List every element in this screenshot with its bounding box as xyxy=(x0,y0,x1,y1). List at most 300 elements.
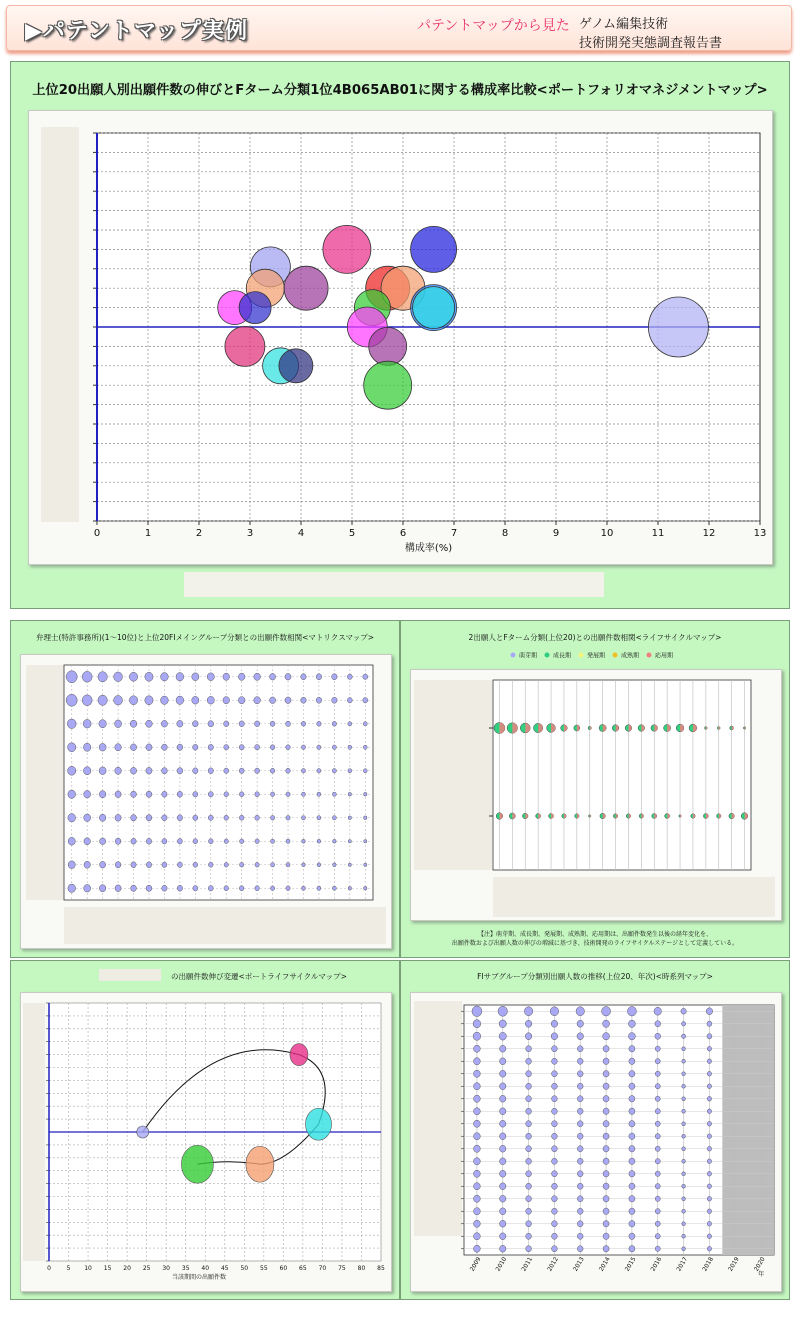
matrix-bubble xyxy=(208,792,213,797)
timeseries-bubble xyxy=(629,1171,635,1177)
timeseries-bubble xyxy=(552,1221,558,1227)
matrix-bubble xyxy=(193,886,198,891)
matrix-bubble xyxy=(286,745,291,750)
timeseries-bubble xyxy=(629,1158,635,1164)
timeseries-bubble xyxy=(552,1196,558,1202)
timeseries-bubble xyxy=(682,1109,686,1113)
matrix-bubble xyxy=(255,792,260,797)
matrix-bubble xyxy=(177,720,183,727)
x-tick-label: 2018 xyxy=(701,1255,715,1273)
matrix-bubble xyxy=(224,839,228,844)
timeseries-bubble xyxy=(682,1059,686,1063)
timeseries-bubble xyxy=(577,1020,584,1027)
matrix-bubble xyxy=(348,745,352,749)
matrix-bubble xyxy=(224,768,229,773)
matrix-bubble xyxy=(131,838,136,844)
matrix-bubble xyxy=(255,768,260,773)
matrix-bubble xyxy=(115,744,122,751)
matrix-bubble xyxy=(115,767,122,774)
matrix-bubble xyxy=(271,863,275,867)
matrix-bubble xyxy=(130,720,137,727)
matrix-bubble xyxy=(66,694,77,706)
timeseries-bubble xyxy=(603,1046,609,1052)
timeseries-bubble xyxy=(500,1120,506,1127)
matrix-bubble xyxy=(115,814,121,821)
timeseries-bubble xyxy=(474,1083,481,1090)
matrix-bubble xyxy=(207,673,214,681)
timeseries-bubble xyxy=(603,1146,609,1152)
timeseries-bubble xyxy=(526,1246,532,1252)
timeseries-bubble xyxy=(682,1172,686,1176)
timeseries-bubble xyxy=(682,1072,686,1076)
matrix-bubble xyxy=(115,885,121,892)
matrix-bubble xyxy=(285,673,291,680)
timeseries-bubble xyxy=(500,1158,506,1165)
matrix-bubble xyxy=(332,745,336,750)
timeseries-bubble xyxy=(629,1146,635,1152)
matrix-bubble xyxy=(162,885,167,891)
matrix-bubble xyxy=(364,839,367,843)
matrix-bubble xyxy=(84,884,91,892)
matrix-bubble xyxy=(161,720,167,727)
matrix-bubble xyxy=(161,696,169,704)
x-tick-label: 2011 xyxy=(520,1255,535,1273)
timeseries-bubble xyxy=(552,1246,558,1252)
x-tick-label: 30 xyxy=(162,1265,170,1272)
matrix-bubble xyxy=(286,886,290,891)
lifecycle-title: 2出願人とFターム分類(上位20)との出願件数相関<ライフサイクルマップ> xyxy=(468,633,722,642)
matrix-bubble xyxy=(115,791,121,798)
timeseries-bubble xyxy=(629,1246,635,1252)
matrix-bubble xyxy=(316,697,322,703)
timeseries-bubble xyxy=(603,1133,609,1139)
timeseries-bubble xyxy=(552,1083,558,1089)
matrix-bubble xyxy=(348,792,351,796)
timeseries-bubble xyxy=(474,1120,481,1127)
matrix-bubble xyxy=(224,862,228,867)
timeseries-bubble xyxy=(629,1208,635,1214)
legend-marker xyxy=(613,653,618,658)
page-title: ▶パテントマップ実例 xyxy=(25,19,248,44)
timeseries-bubble xyxy=(577,1071,583,1077)
matrix-bubble xyxy=(208,839,213,844)
matrix-bubble xyxy=(348,769,352,773)
matrix-bubble xyxy=(239,745,244,750)
bubble xyxy=(284,266,328,310)
timeseries-bubble xyxy=(655,1221,660,1226)
legend-label: 成長期 xyxy=(553,652,572,660)
timeseries-bubble xyxy=(707,1171,711,1176)
timeseries-bubble xyxy=(629,1183,635,1189)
matrix-bubble xyxy=(68,743,76,752)
matrix-bubble xyxy=(332,792,336,796)
trajectory-bubble xyxy=(246,1146,274,1182)
timeseries-bubble xyxy=(629,1096,635,1102)
matrix-panel xyxy=(10,620,400,958)
timeseries-bubble xyxy=(473,1032,481,1040)
timeseries-bubble xyxy=(577,1033,584,1040)
timeseries-bubble xyxy=(629,1221,635,1227)
matrix-bubble xyxy=(192,721,198,727)
legend-label: 成熟期 xyxy=(621,652,640,660)
timeseries-bubble xyxy=(681,1034,685,1038)
timeseries-bubble xyxy=(498,1006,507,1016)
timeseries-bubble xyxy=(577,1083,583,1089)
x-tick-label: 4 xyxy=(297,528,305,539)
matrix-bubble xyxy=(208,744,213,750)
matrix-bubble xyxy=(317,721,321,726)
matrix-bubble xyxy=(239,815,244,820)
main-caption-area xyxy=(184,572,604,597)
matrix-bubble xyxy=(317,769,321,774)
timeseries-bubble xyxy=(474,1070,481,1077)
x-tick-label: 10 xyxy=(84,1265,92,1272)
matrix-bubble xyxy=(130,744,136,751)
timeseries-bubble xyxy=(681,1008,686,1014)
matrix-bubble xyxy=(270,673,276,680)
x-tick-label: 35 xyxy=(181,1265,190,1272)
x-tick-label: 45 xyxy=(220,1265,229,1272)
matrix-bubble xyxy=(239,721,244,727)
matrix-bubble xyxy=(348,816,351,820)
timeseries-bubble xyxy=(525,1033,532,1040)
matrix-bubble xyxy=(82,695,92,706)
matrix-bubble xyxy=(84,790,91,798)
matrix-bubble xyxy=(177,815,182,821)
report-title-line1: ゲノム編集技術 xyxy=(579,17,669,32)
x-tick-label: 40 xyxy=(201,1265,210,1272)
timeseries-bubble xyxy=(526,1183,532,1189)
matrix-bubble xyxy=(224,815,229,820)
timeseries-bubble xyxy=(552,1158,558,1164)
x-tick-label: 2010 xyxy=(494,1255,509,1273)
lifecycle-plot-area xyxy=(410,669,782,921)
header-from-label: パテントマップから見た xyxy=(417,18,570,34)
timeseries-bubble xyxy=(603,1096,609,1102)
timeseries-chart-svg xyxy=(411,993,783,1293)
timeseries-bubble xyxy=(500,1208,506,1215)
timeseries-bubble xyxy=(526,1158,532,1164)
timeseries-bubble xyxy=(552,1146,558,1152)
matrix-bubble xyxy=(66,671,77,683)
matrix-bubble xyxy=(162,791,167,797)
timeseries-bubble xyxy=(707,1084,711,1089)
timeseries-bubble xyxy=(682,1234,686,1238)
matrix-bubble xyxy=(67,719,76,729)
timeseries-bubble xyxy=(603,1183,609,1189)
matrix-bubble xyxy=(317,863,321,867)
timeseries-bubble xyxy=(499,1032,506,1040)
timeseries-bubble xyxy=(707,1196,711,1201)
matrix-bubble xyxy=(316,674,322,680)
matrix-bubble xyxy=(193,768,198,774)
matrix-bubble xyxy=(302,886,306,890)
x-tick-label: 2013 xyxy=(572,1255,586,1273)
timeseries-bubble xyxy=(500,1058,506,1065)
matrix-bubble xyxy=(145,696,153,705)
plot-background xyxy=(64,665,373,900)
portlife-plot-area xyxy=(20,992,392,1292)
matrix-bubble xyxy=(286,792,290,797)
timeseries-bubble xyxy=(655,1196,660,1201)
matrix-bubble xyxy=(162,768,168,774)
timeseries-bubble xyxy=(552,1096,558,1102)
matrix-bubble xyxy=(193,744,198,750)
matrix-bubble xyxy=(223,673,230,680)
matrix-bubble xyxy=(270,768,275,773)
timeseries-bubble xyxy=(474,1220,481,1227)
matrix-bubble xyxy=(146,791,152,797)
timeseries-bubble xyxy=(474,1170,481,1177)
timeseries-bubble xyxy=(577,1196,583,1202)
matrix-bubble xyxy=(364,863,367,867)
timeseries-bubble xyxy=(526,1071,532,1077)
timeseries-bubble xyxy=(577,1221,583,1227)
timeseries-bubble xyxy=(707,1134,711,1139)
x-tick-label: 0 xyxy=(47,1265,51,1272)
timeseries-bubble xyxy=(603,1033,610,1040)
matrix-bubble xyxy=(162,839,167,844)
matrix-bubble xyxy=(347,674,352,679)
matrix-bubble xyxy=(146,767,152,774)
timeseries-bubble xyxy=(526,1083,532,1089)
timeseries-bubble xyxy=(707,1021,712,1026)
timeseries-bubble xyxy=(655,1146,660,1151)
page-header xyxy=(6,5,792,51)
timeseries-bubble xyxy=(500,1220,506,1227)
matrix-bubble xyxy=(255,815,260,820)
matrix-bubble xyxy=(68,884,76,892)
matrix-bubble xyxy=(68,814,76,822)
timeseries-bubble xyxy=(500,1170,506,1177)
x-tick-label: 25 xyxy=(142,1265,151,1272)
timeseries-bubble xyxy=(707,1096,711,1101)
matrix-bubble xyxy=(130,767,136,774)
timeseries-bubble xyxy=(707,1246,711,1251)
bubble xyxy=(225,326,265,366)
x-tick-label: 80 xyxy=(357,1265,366,1272)
timeseries-bubble xyxy=(655,1059,660,1064)
timeseries-bubble xyxy=(500,1145,506,1152)
x-tick-label: 3 xyxy=(246,528,254,539)
matrix-bubble xyxy=(364,886,367,890)
legend-marker xyxy=(545,653,550,658)
timeseries-bubble xyxy=(628,1020,635,1027)
timeseries-bubble xyxy=(682,1209,686,1213)
matrix-bubble xyxy=(115,862,121,868)
timeseries-bubble xyxy=(629,1121,635,1127)
matrix-bubble xyxy=(177,839,182,844)
matrix-bubble xyxy=(286,721,291,726)
timeseries-bubble xyxy=(474,1158,481,1165)
timeseries-bubble xyxy=(551,1033,558,1040)
timeseries-bubble xyxy=(682,1247,686,1251)
matrix-bubble xyxy=(84,838,90,845)
timeseries-bubble xyxy=(603,1196,609,1202)
x-tick-label: 85 xyxy=(377,1265,385,1272)
timeseries-bubble xyxy=(526,1121,532,1127)
x-tick-label: 12 xyxy=(702,528,716,539)
timeseries-bubble xyxy=(682,1097,686,1101)
timeseries-bubble xyxy=(526,1208,532,1214)
future-shade xyxy=(722,1005,774,1255)
matrix-bubble xyxy=(270,815,274,820)
timeseries-bubble xyxy=(474,1108,481,1115)
timeseries-bubble xyxy=(577,1058,583,1064)
timeseries-bubble xyxy=(603,1058,609,1064)
timeseries-bubble xyxy=(524,1007,532,1016)
timeseries-bubble xyxy=(526,1096,532,1102)
x-tick-label: 55 xyxy=(260,1265,268,1272)
matrix-bubble xyxy=(270,792,274,797)
timeseries-bubble xyxy=(602,1006,611,1016)
timeseries-bubble xyxy=(655,1033,661,1039)
matrix-bubble xyxy=(162,862,167,867)
matrix-bubble xyxy=(363,722,367,726)
matrix-bubble xyxy=(99,767,106,775)
bubble xyxy=(364,361,412,409)
timeseries-bubble xyxy=(707,1071,711,1076)
matrix-bubble xyxy=(333,863,337,867)
timeseries-bubble xyxy=(474,1133,481,1140)
matrix-bubble xyxy=(177,744,183,750)
matrix-bubble xyxy=(145,672,153,681)
timeseries-bubble xyxy=(603,1158,609,1164)
matrix-bubble xyxy=(177,885,182,891)
matrix-bubble xyxy=(177,768,183,774)
matrix-bubble xyxy=(363,674,368,679)
timeseries-bubble xyxy=(552,1171,558,1177)
matrix-bubble xyxy=(239,792,244,797)
timeseries-bubble xyxy=(603,1208,609,1214)
matrix-bubble xyxy=(176,673,184,681)
matrix-bubble xyxy=(68,837,75,845)
timeseries-bubble xyxy=(474,1183,481,1190)
timeseries-bubble xyxy=(552,1121,558,1127)
matrix-bubble xyxy=(208,768,213,774)
matrix-bubble xyxy=(286,815,290,820)
timeseries-bubble xyxy=(577,1158,583,1164)
matrix-bubble xyxy=(285,697,291,704)
timeseries-bubble xyxy=(629,1233,635,1239)
x-tick-label: 5 xyxy=(66,1265,71,1272)
timeseries-bubble xyxy=(577,1046,583,1052)
matrix-bubble xyxy=(332,769,336,774)
timeseries-bubble xyxy=(526,1233,532,1239)
matrix-bubble xyxy=(270,721,275,726)
report-title-line2: 技術開発実態調査報告書 xyxy=(579,36,723,51)
timeseries-bubble xyxy=(655,1246,660,1251)
matrix-bubble xyxy=(348,722,352,726)
x-tick-label: 9 xyxy=(552,528,560,539)
matrix-bubble xyxy=(114,672,123,682)
timeseries-bubble xyxy=(500,1133,506,1140)
timeseries-bubble xyxy=(707,1234,711,1239)
timeseries-bubble xyxy=(500,1070,506,1077)
matrix-bubble xyxy=(240,839,244,844)
timeseries-bubble xyxy=(628,1033,635,1040)
legend-label: 発展期 xyxy=(587,652,606,660)
matrix-bubble xyxy=(332,674,338,680)
x-tick-label: 2019 xyxy=(727,1255,741,1273)
timeseries-bubble xyxy=(629,1133,635,1139)
matrix-bubble xyxy=(332,721,336,726)
matrix-bubble xyxy=(177,791,182,797)
main-chart-title: 上位20出願人別出願件数の伸びとFターム分類1位4B065AB01に関する構成率比較<ポートフォリオマネジメントマップ> xyxy=(32,83,768,98)
timeseries-bubble xyxy=(474,1095,481,1102)
timeseries-bubble xyxy=(682,1184,686,1188)
timeseries-bubble xyxy=(655,1134,660,1139)
matrix-bubble xyxy=(223,697,230,704)
main-chart-panel xyxy=(10,61,790,609)
timeseries-bubble xyxy=(655,1234,660,1239)
timeseries-bubble xyxy=(552,1058,558,1064)
timeseries-bubble xyxy=(474,1233,481,1240)
matrix-bubble xyxy=(301,769,305,774)
matrix-bubble xyxy=(364,792,367,796)
matrix-bubble xyxy=(301,674,307,680)
portlife-title: の出願件数伸び変遷<ポートライフサイクルマップ> xyxy=(171,972,347,981)
matrix-bubble xyxy=(83,719,91,728)
bubble xyxy=(369,327,407,365)
timeseries-bubble xyxy=(552,1071,558,1077)
timeseries-bubble xyxy=(707,1221,711,1226)
matrix-bubble xyxy=(363,698,368,703)
matrix-bubble xyxy=(99,814,106,821)
year-unit-label: 年 xyxy=(758,1271,765,1278)
timeseries-bubble xyxy=(500,1045,506,1052)
timeseries-bubble xyxy=(629,1083,635,1089)
legend-label: 萌芽期 xyxy=(519,652,538,660)
timeseries-bubble xyxy=(499,1020,506,1028)
matrix-bubble xyxy=(271,839,275,843)
timeseries-bubble xyxy=(577,1233,583,1239)
timeseries-bubble xyxy=(629,1196,635,1202)
timeseries-bubble xyxy=(655,1184,660,1189)
timeseries-bubble xyxy=(552,1233,558,1239)
x-axis-label: 当該期間の出願件数 xyxy=(171,1274,227,1281)
x-tick-label: 2015 xyxy=(623,1255,638,1273)
matrix-bubble xyxy=(224,792,229,797)
timeseries-bubble xyxy=(577,1096,583,1102)
x-tick-label: 60 xyxy=(279,1265,288,1272)
timeseries-bubble xyxy=(655,1071,660,1076)
matrix-bubble xyxy=(83,743,90,751)
timeseries-bubble xyxy=(682,1122,686,1126)
matrix-bubble xyxy=(68,766,76,775)
x-tick-label: 8 xyxy=(501,528,509,539)
timeseries-bubble xyxy=(629,1108,635,1114)
x-tick-label: 2009 xyxy=(468,1255,483,1273)
timeseries-bubble xyxy=(707,1146,711,1151)
matrix-bubble xyxy=(286,863,290,867)
timeseries-title: FIサブグループ分類別出願人数の推移(上位20、年次)<時系列マップ> xyxy=(477,972,713,981)
timeseries-bubble xyxy=(707,1159,711,1164)
matrix-bubble xyxy=(286,768,291,773)
timeseries-bubble xyxy=(552,1183,558,1189)
bubble xyxy=(648,297,708,357)
matrix-bubble xyxy=(146,720,153,727)
matrix-bubble xyxy=(302,792,306,796)
matrix-bubble xyxy=(177,862,182,867)
bubble xyxy=(413,287,455,329)
timeseries-bubble xyxy=(577,1246,583,1252)
matrix-bubble xyxy=(238,697,245,704)
lifecycle-note-line2: 出願件数および出願人数の伸びの増減に基づき、技術開発のライフサイクルステージとして定義している。 xyxy=(451,940,739,947)
matrix-bubble xyxy=(239,886,244,891)
matrix-bubble xyxy=(254,673,261,680)
timeseries-bubble xyxy=(707,1209,711,1214)
